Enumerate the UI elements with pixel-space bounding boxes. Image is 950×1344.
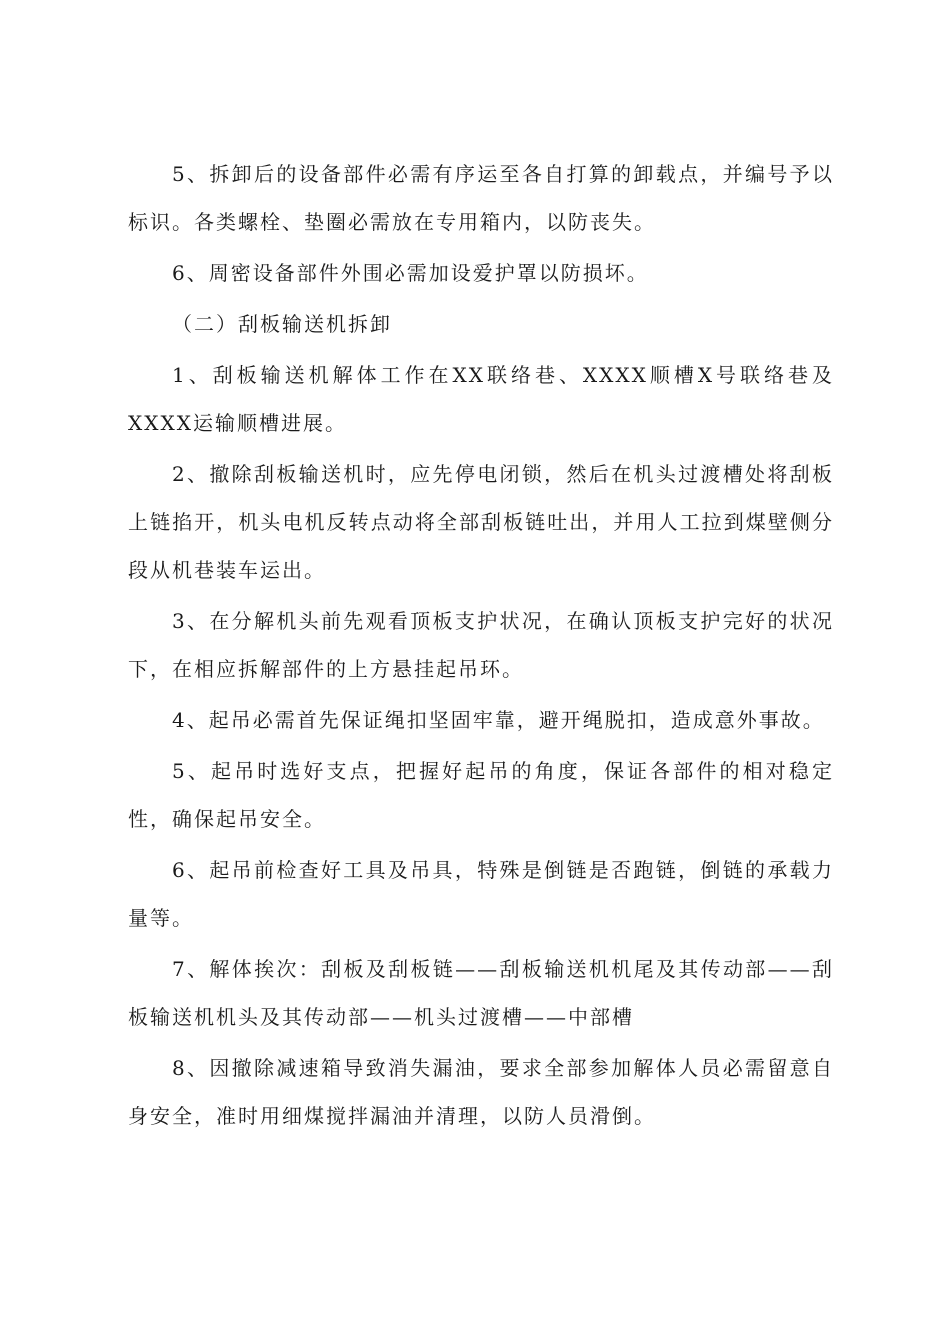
- paragraph-item-4-rope-buckle: 4、起吊必需首先保证绳扣坚固牢靠，避开绳脱扣，造成意外事故。: [172, 708, 825, 732]
- document-body: [128, 150, 834, 1143]
- paragraph-item-5-disassembled-parts: 5、拆卸后的设备部件必需有序运至各自打算的卸载点，并编号予以标识。各类螺栓、垫圈必需放在专用箱内，以防丧失。: [128, 162, 834, 234]
- paragraph-item-8-oil-leak-cleanup: 8、因撤除减速箱导致消失漏油，要求全部参加解体人员必需留意自身安全，准时用细煤搅拌漏油并清理，以防人员滑倒。: [128, 1056, 834, 1128]
- paragraph-item-6-protective-cover: 6、周密设备部件外围必需加设爱护罩以防损坏。: [172, 261, 649, 285]
- paragraph-item-5-lifting-fulcrum: 5、起吊时选好支点，把握好起吊的角度，保证各部件的相对稳定性，确保起吊安全。: [128, 759, 834, 831]
- paragraph-item-3-roof-support-check: 3、在分解机头前先观看顶板支护状况，在确认顶板支护完好的状况下，在相应拆解部件的上方悬挂起吊环。: [128, 609, 834, 681]
- paragraph-item-6-tool-inspection: 6、起吊前检查好工具及吊具，特殊是倒链是否跑链，倒链的承载力量等。: [128, 858, 834, 930]
- paragraph-item-2-removal-procedure: 2、撤除刮板输送机时，应先停电闭锁，然后在机头过渡槽处将刮板上链掐开，机头电机反转点动将全部刮板链吐出，并用人工拉到煤壁侧分段从机巷装车运出。: [128, 462, 834, 582]
- section-heading-scraper-conveyor: （二）刮板输送机拆卸: [172, 312, 392, 336]
- paragraph-item-7-disassembly-order: 7、解体挨次：刮板及刮板链——刮板输送机机尾及其传动部——刮板输送机机头及其传动部——机头过渡槽——中部槽: [128, 957, 834, 1029]
- paragraph-item-1-work-location: 1、刮板输送机解体工作在XX联络巷、XXXX顺槽X号联络巷及XXXX运输顺槽进展。: [128, 363, 834, 435]
